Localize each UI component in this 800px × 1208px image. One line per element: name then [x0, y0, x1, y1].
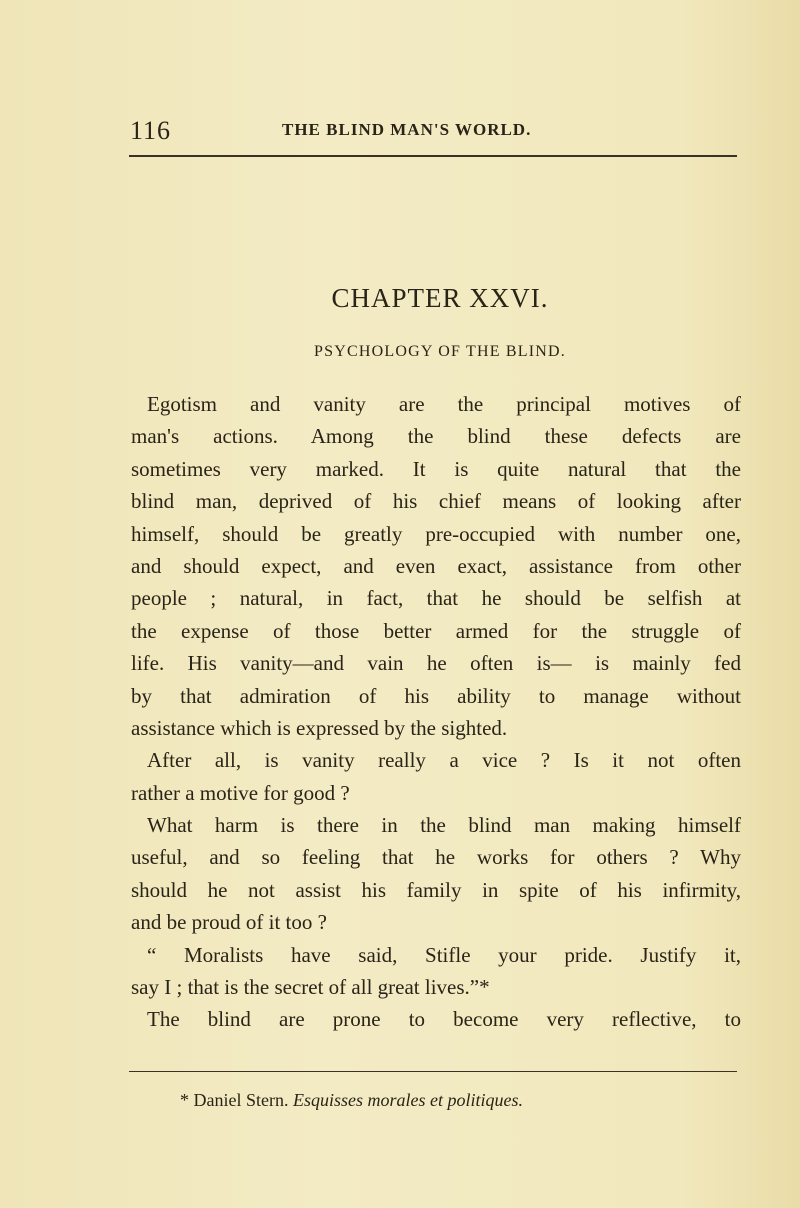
text-line: people ; natural, in fact, that he should be selfish at	[131, 586, 741, 611]
text-line: assistance which is expressed by the sighted.	[131, 715, 508, 740]
page-number: 116	[130, 116, 172, 145]
text-line: the expense of those better armed for the struggle of	[131, 618, 741, 643]
text-line: The blind are prone to become very reflective, to	[147, 1007, 741, 1032]
chapter-subtitle: PSYCHOLOGY OF THE BLIND.	[314, 343, 566, 360]
text-line: Egotism and vanity are the principal motives of	[147, 392, 741, 416]
footnote-work: Esquisses morales et politiques.	[292, 1090, 523, 1110]
footnote-rule	[129, 1071, 737, 1072]
footnote	[180, 1090, 740, 1111]
text-line: rather a motive for good ?	[131, 780, 350, 805]
text-line: useful, and so feeling that he works for others ? Why	[131, 845, 741, 870]
text-line: “ Moralists have said, Stifle your pride. Justify it,	[147, 942, 741, 967]
header-rule	[129, 155, 737, 157]
text-line: life. His vanity—and vain he often is— is mainly fed	[131, 651, 741, 676]
text-line: man's actions. Among the blind these defects are	[131, 424, 741, 449]
text-line: should he not assist his family in spite of his infirmity,	[131, 877, 741, 902]
text-line: say I ; that is the secret of all great lives.”*	[131, 975, 490, 1000]
footnote-author: * Daniel Stern.	[180, 1090, 289, 1110]
text-line: What harm is there in the blind man making himself	[147, 813, 741, 838]
chapter-title: CHAPTER XXVI.	[331, 283, 549, 313]
body-text	[131, 388, 741, 1036]
text-line: and should expect, and even exact, assistance from other	[131, 553, 741, 578]
running-title: THE BLIND MAN'S WORLD.	[282, 120, 532, 139]
text-line: by that admiration of his ability to manage without	[131, 683, 741, 708]
text-line: and be proud of it too ?	[131, 910, 327, 935]
text-line: blind man, deprived of his chief means of looking after	[131, 489, 741, 514]
text-line: sometimes very marked. It is quite natural that the	[131, 456, 741, 481]
text-line: himself, should be greatly pre-occupied with number one,	[131, 521, 741, 546]
running-head	[130, 116, 740, 146]
text-line: After all, is vanity really a vice ? Is it not often	[147, 748, 741, 773]
